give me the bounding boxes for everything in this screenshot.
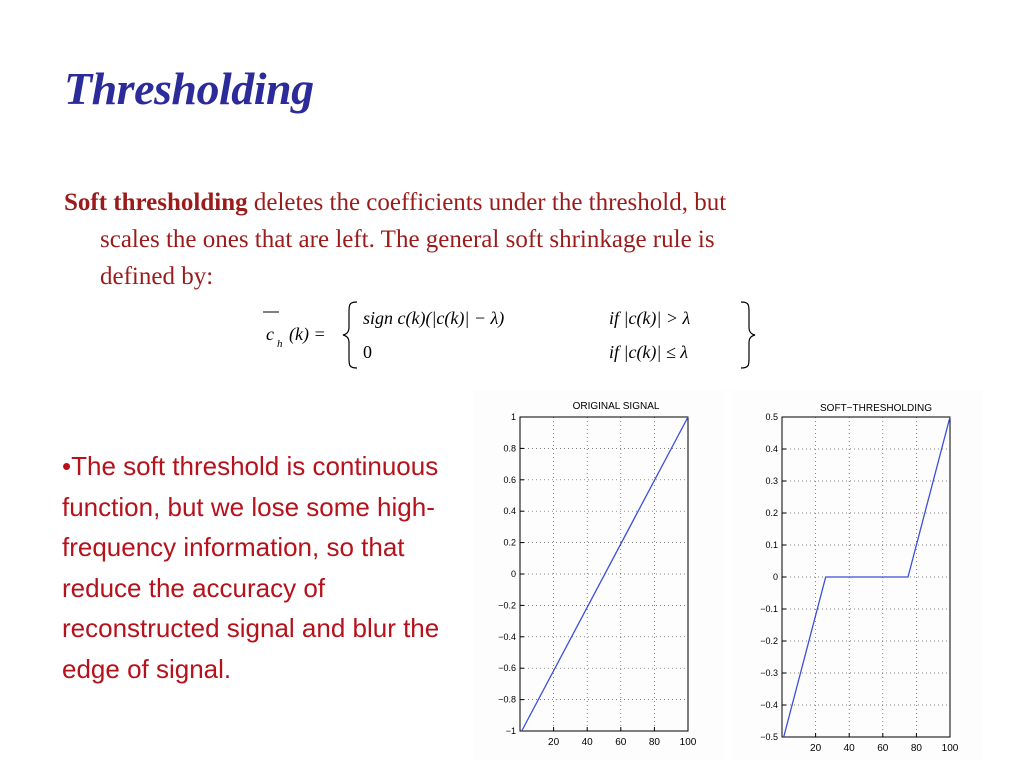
x-tick-label: 100 [679,737,697,748]
definition-paragraph [64,184,964,295]
chart-title: ORIGINAL SIGNAL [572,401,660,412]
y-tick-label: −0.6 [498,663,516,674]
x-tick-label: 20 [548,737,560,748]
y-tick-label: 0.8 [503,443,516,454]
y-tick-label: −0.5 [760,732,778,742]
formula-case2-expr: 0 [363,342,372,362]
formula-case2-cond: if |c(k)| ≤ λ [609,342,689,362]
chart-title: SOFT−THRESHOLDING [820,403,932,414]
y-tick-label: −0.8 [498,694,516,705]
y-tick-label: −0.2 [760,636,778,646]
y-tick-label: −0.4 [760,700,778,710]
y-tick-label: 1 [510,412,516,422]
x-tick-label: 80 [648,737,660,748]
formula-lhs-subscript: h [277,338,283,350]
y-tick-label: 0.5 [765,412,778,422]
paragraph-line-2: scales the ones that are left. The general soft shrinkage rule is [100,226,715,253]
bullet-point [62,446,482,690]
y-tick-label: −0.1 [760,604,778,614]
y-tick-label: −0.4 [498,631,516,642]
formula-case1-cond: if |c(k)| > λ [609,308,691,328]
y-tick-label: 0 [510,569,516,579]
y-tick-label: 0.3 [765,476,778,486]
x-tick-label: 40 [581,737,593,748]
y-tick-label: 0.4 [765,444,778,454]
formula-left-brace [343,302,357,368]
bullet-marker: • [62,451,72,481]
y-tick-label: 0.6 [503,474,516,485]
y-tick-label: 0.2 [503,537,516,548]
bullet-text: The soft threshold is continuous function, but we lose some high-frequency information, so that reduce the accuracy of reconstructed signal and blur the edge of signal. [62,451,440,684]
paragraph-line-1-rest: deletes the coefficients under the threshold, but [247,189,727,216]
y-tick-label: −0.2 [498,600,516,611]
slide-title: Thresholding [64,63,314,114]
formula-lhs-c: c [266,324,274,344]
formula-case1-expr: sign c(k)(|c(k)| − λ) [363,308,505,328]
y-tick-label: 0 [772,572,778,582]
x-tick-label: 100 [941,743,959,754]
paragraph-line-1 [64,184,964,221]
y-tick-label: −1 [505,726,516,736]
y-tick-label: 0.4 [503,506,516,517]
x-tick-label: 20 [810,743,822,754]
x-tick-label: 80 [910,743,922,754]
x-tick-label: 40 [843,743,855,754]
formula-lhs-argument: (k) = [289,324,326,344]
formula-right-brace [741,302,755,368]
paragraph-line-3: defined by: [100,263,214,290]
y-tick-label: 0.1 [765,540,778,550]
soft-thresholding-term: Soft thresholding [64,189,248,216]
y-tick-label: 0.2 [765,508,778,518]
soft-shrinkage-formula [255,296,765,374]
y-tick-label: −0.3 [760,668,778,678]
original-signal-chart [474,390,724,760]
x-tick-label: 60 [877,743,889,754]
x-tick-label: 60 [615,737,627,748]
soft-thresholding-chart [732,390,982,760]
